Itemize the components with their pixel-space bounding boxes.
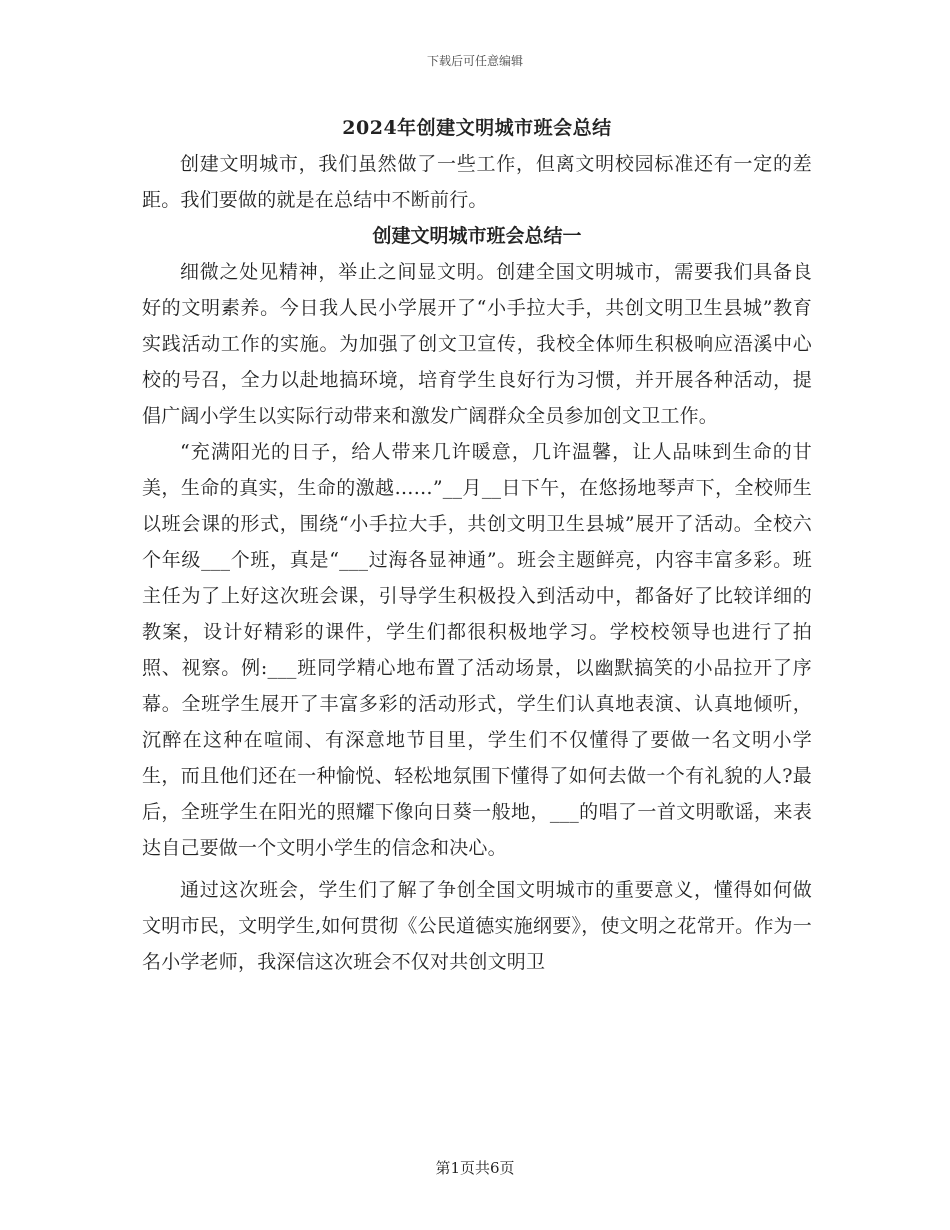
- page-number: 第1页共6页: [435, 1159, 515, 1177]
- page-header-note: 下载后可任意编辑: [426, 54, 523, 68]
- body-paragraph-3: 通过这次班会，学生们了解了争创全国文明城市的重要意义，懂得如何做文明市民，文明学生,如何贯彻《公民道德实施纲要》，使文明之花常开。作为一名小学老师，我深信这次班会不仅对共创文明卫: [142, 879, 812, 973]
- body-paragraph-2: “充满阳光的日子，给人带来几许暖意，几许温馨，让人品味到生命的甘美，生命的真实，生命的激越……”__月__日下午，在悠扬地琴声下，全校师生以班会课的形式，围绕“小手拉大手，共创文明卫生县城”展开了活动。全校六个年级___个班，真是“___过海各显神通”。班会主题鲜亮，内容丰富多彩。班主任为了上好这次班会课，引导学生积极投入到活动中，都备好了比较详细的教案，设计好精彩的课件，学生们都很积极地学习。学校校领导也进行了拍照、视察。例:___班同学精心地布置了活动场景，以幽默搞笑的小品拉开了序幕。全班学生展开了丰富多彩的活动形式，学生们认真地表演、认真地倾听，沉醉在这种在喧闹、有深意地节目里，学生们不仅懂得了要做一名文明小学生，而且他们还在一种愉悦、轻松地氛围下懂得了如何去做一个有礼貌的人?最后，全班学生在阳光的照耀下像向日葵一般地，___的唱了一首文明歌谣，来表达自己要做一个文明小学生的信念和决心。: [142, 441, 812, 859]
- document-title: 2024年创建文明城市班会总结: [342, 117, 612, 139]
- body-paragraph-1: 细微之处见精神，举止之间显文明。创建全国文明城市，需要我们具备良好的文明素养。今日我人民小学展开了“小手拉大手，共创文明卫生县城”教育实践活动工作的实施。为加强了创文卫宣传，我校全体师生积极响应浯溪中心校的号召，全力以赴地搞环境，培育学生良好行为习惯，并开展各种活动，提倡广阔小学生以实际行动带来和激发广阔群众全员参加创文卫工作。: [142, 261, 812, 427]
- section-title: 创建文明城市班会总结一: [372, 225, 582, 247]
- intro-paragraph: 创建文明城市，我们虽然做了一些工作，但离文明校园标准还有一定的差距。我们要做的就是在总结中不断前行。: [142, 153, 812, 211]
- document-body: [142, 110, 812, 980]
